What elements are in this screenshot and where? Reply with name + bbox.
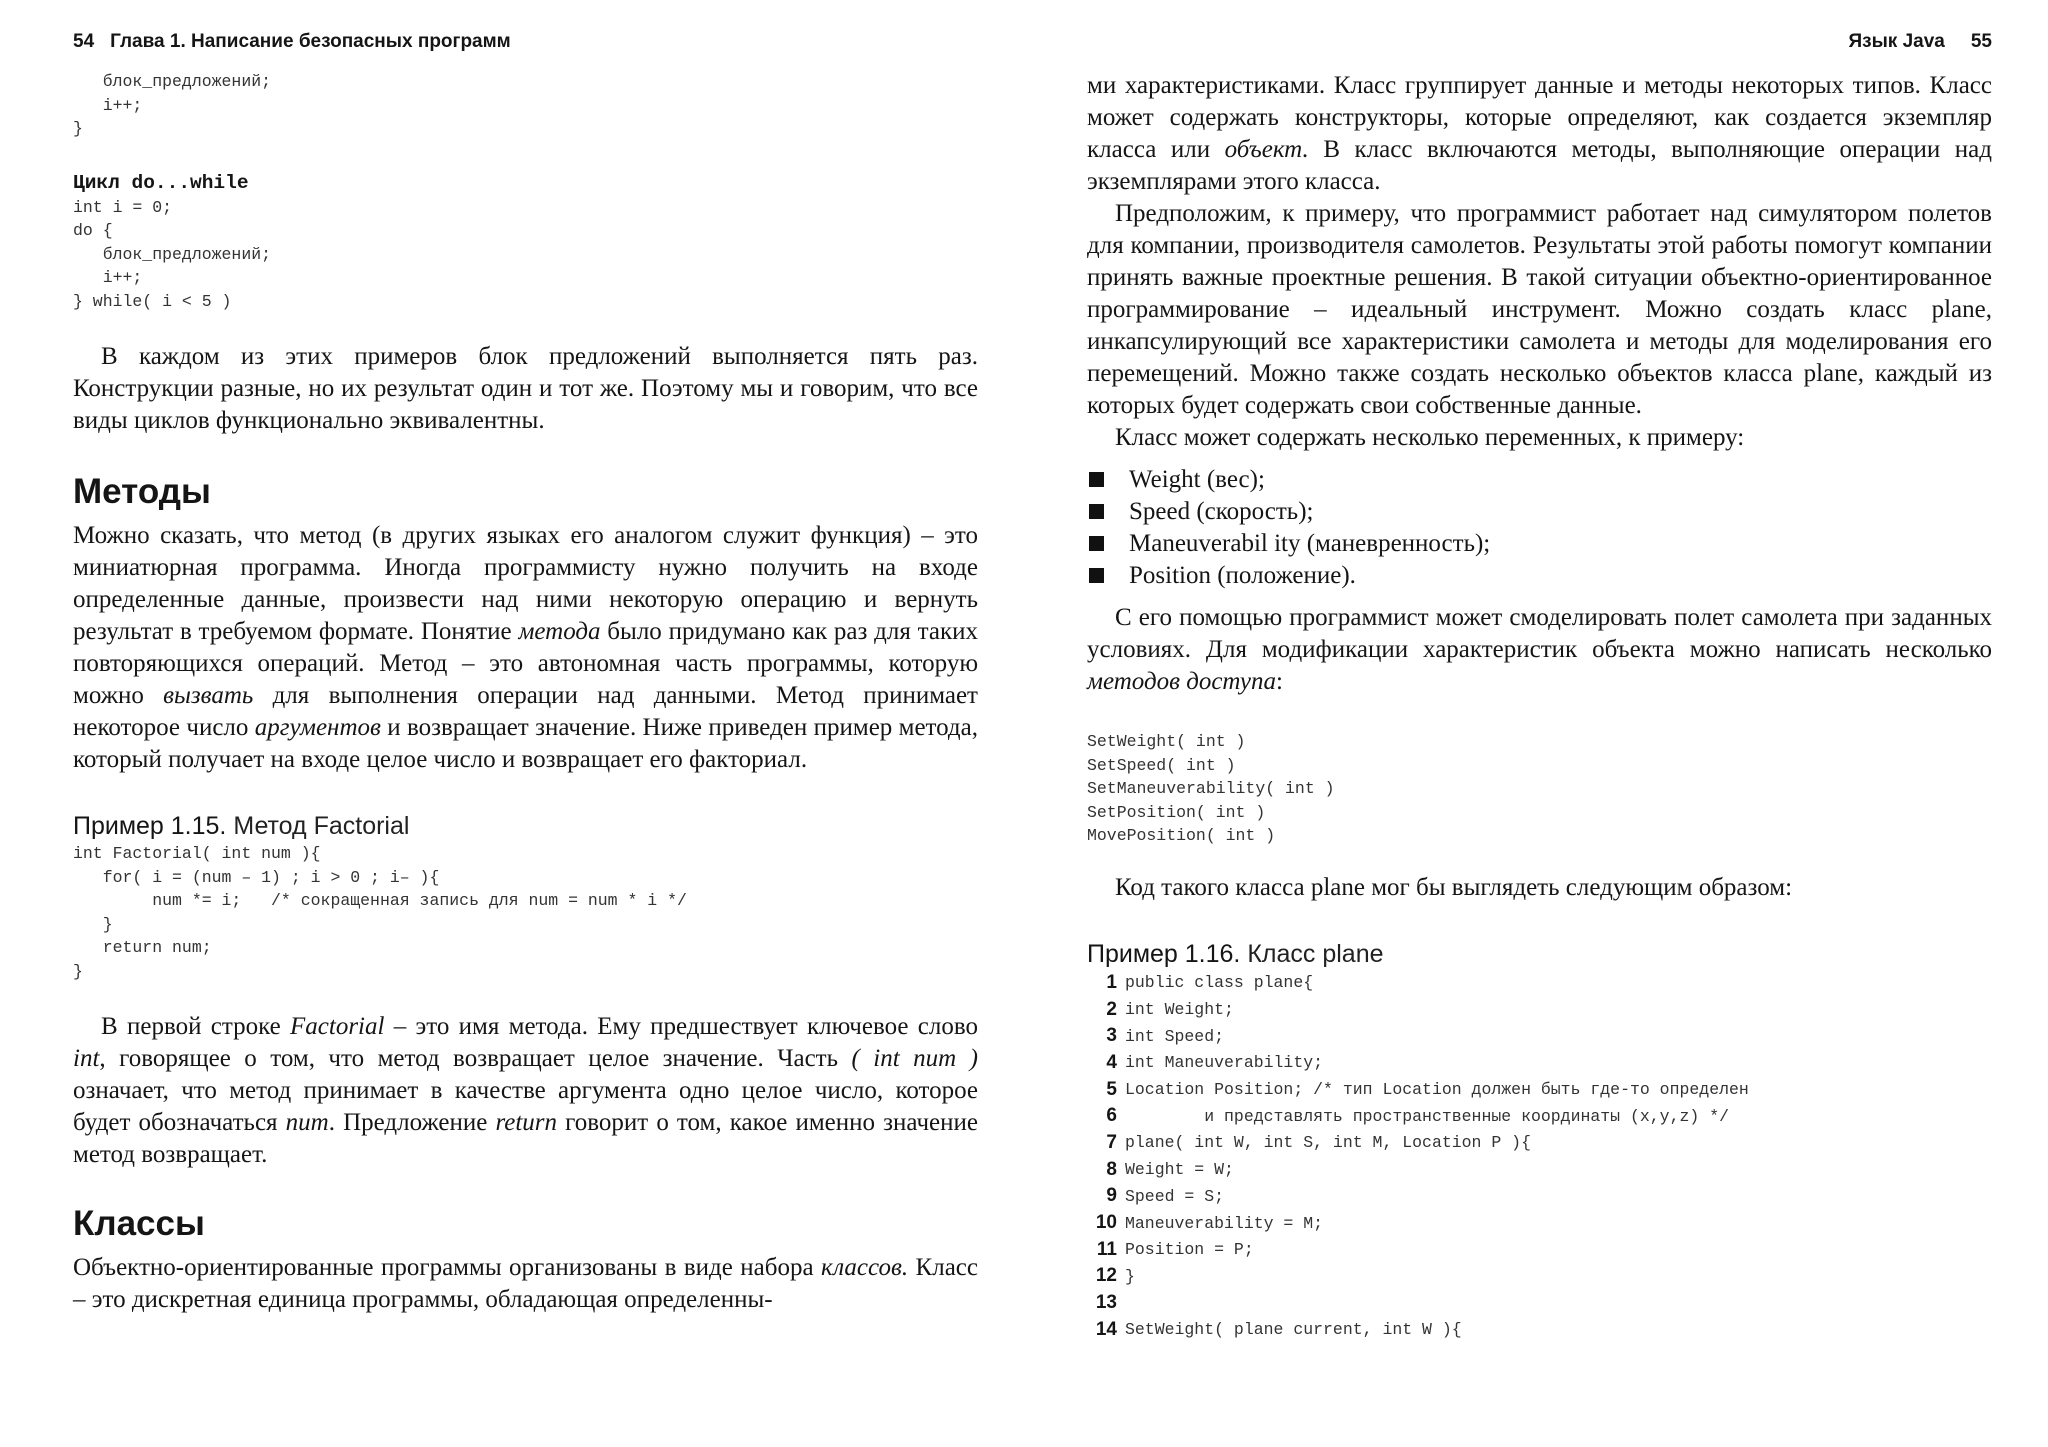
variables-list <box>1087 464 1992 592</box>
list-item: Weight (вес); <box>1087 464 1992 496</box>
code-line: 1 public class plane{ <box>1106 971 1314 993</box>
code-line: 8 Weight = W; <box>1106 1158 1234 1180</box>
code-line: 14 SetWeight( plane current, int W ){ <box>1095 1318 1462 1340</box>
left-body <box>73 70 978 1316</box>
code-line: 2 int Weight; <box>1106 998 1234 1020</box>
do-while-label: Цикл do...while <box>73 171 249 194</box>
paragraph-simulation: С его помощью программист может смоделировать полет самолета при заданных условиях. Для модификации характеристик объекта можно написать несколько методов доступа: <box>1087 604 1992 695</box>
paragraph-class-code: Код такого класса plane мог бы выглядеть следующим образом: <box>1115 873 1793 901</box>
right-page-number: 55 <box>1970 31 1992 52</box>
left-page <box>73 0 978 1447</box>
code-block-plane <box>1087 970 1992 1344</box>
code-line: 9 Speed = S; <box>1106 1185 1225 1207</box>
right-page <box>1087 0 1992 1447</box>
heading-methods: Методы <box>73 472 211 511</box>
code-line: 4 int Maneuverability; <box>1106 1051 1324 1073</box>
code-block-factorial: int Factorial( int num ){ for( i = (num – 1) ; i > 0 ; i– ){ num *= i; /* сокращенная запись для num = num * i */ } return num; } <box>73 844 687 981</box>
right-running-head <box>1087 28 1992 56</box>
paragraph-variables: Класс может содержать несколько переменных, к примеру: <box>1115 424 1745 451</box>
code-line: 11 Position = P; <box>1096 1238 1254 1260</box>
paragraph-methods: Можно сказать, что метод (в других языках его аналогом служит функция) – это миниатюрная программа. Иногда программисту нужно получить на входе определенные данные, произвести над ними некоторую операцию и вернуть результат в требуемом формате. Понятие метода было придумано как раз для таких повторяющихся операций. Метод – это автономная часть программы, которую можно вызвать для выполнения операции над данными. Метод принимает некоторое число аргументов и возвращает значение. Ниже приведен пример метода, который получает на входе целое число и возвращает его факториал. <box>73 522 978 773</box>
code-line: 10 Maneuverability = M; <box>1095 1212 1324 1234</box>
list-item: Maneuverabil ity (маневренность); <box>1087 528 1992 560</box>
paragraph-loops: В каждом из этих примеров блок предложений выполняется пять раз. Конструкции разные, но их результат один и тот же. Поэтому мы и говорим, что все виды циклов функционально эквивалентны. <box>73 343 978 434</box>
list-item: Speed (скорость); <box>1087 496 1992 528</box>
right-body <box>1087 70 1992 1343</box>
list-item: Position (положение). <box>1087 560 1992 592</box>
code-line: 5 Location Position; /* тип Location должен быть где-то определен <box>1106 1078 1749 1100</box>
right-running-title: Язык Java <box>1848 31 1945 52</box>
bullet-square-icon <box>1089 472 1104 487</box>
paragraph-classes: Объектно-ориентированные программы организованы в виде набора классов. Класс – это дискретная единица программы, обладающая определенны- <box>73 1254 978 1313</box>
code-line: 3 int Speed; <box>1106 1025 1225 1047</box>
code-block-do-while: int i = 0; do { блок_предложений; i++; } while( i < 5 ) <box>73 197 272 311</box>
code-line: 7 plane( int W, int S, int M, Location P ){ <box>1106 1131 1531 1153</box>
heading-classes: Классы <box>73 1204 205 1243</box>
left-page-number: 54 <box>73 31 95 52</box>
bullet-square-icon <box>1089 504 1104 519</box>
code-line: 12 } <box>1095 1265 1135 1287</box>
left-running-head <box>73 28 978 56</box>
code-block-loop-end: блок_предложений; i++; } <box>73 72 272 138</box>
paragraph-factorial: В первой строке Factorial – это имя метода. Ему предшествует ключевое слово int, говорящее о том, что метод возвращает целое значение. Часть ( int num ) означает, что метод принимает в качестве аргумента одно целое число, которое будет обозначаться num. Предложение return говорит о том, какое именно значение метод возвращает. <box>73 1013 979 1168</box>
paragraph-class-continued: ми характеристиками. Класс группирует данные и методы некоторых типов. Класс может содержать конструкторы, которые определяют, как создается экземпляр класса или объект. В класс включаются методы, выполняющие операции над экземплярами этого класса. <box>1087 72 1992 195</box>
code-line: 13 <box>1095 1292 1117 1314</box>
example-15-caption: Пример 1.15. Метод Factorial <box>73 812 410 840</box>
code-line: 6 и представлять пространственные координаты (x,y,z) */ <box>1106 1105 1729 1127</box>
code-block-accessors: SetWeight( int ) SetSpeed( int ) SetManeuverability( int ) SetPosition( int ) MovePosition( int ) <box>1087 732 1335 845</box>
left-running-title: Глава 1. Написание безопасных программ <box>110 31 511 52</box>
example-16-caption: Пример 1.16. Класс plane <box>1087 939 1384 968</box>
bullet-square-icon <box>1089 568 1104 583</box>
bullet-square-icon <box>1089 536 1104 551</box>
paragraph-plane-example: Предположим, к примеру, что программист работает над симулятором полетов для компании, производителя самолетов. Результаты этой работы помогут компании принять важные проектные решения. В такой ситуации объектно-ориентированное программирование – идеальный инструмент. Можно создать класс plane, инкапсулирующий все характеристики самолета и методы для моделирования его перемещений. Можно также создать несколько объектов класса plane, каждый из которых будет содержать свои собственные данные. <box>1087 200 1992 419</box>
